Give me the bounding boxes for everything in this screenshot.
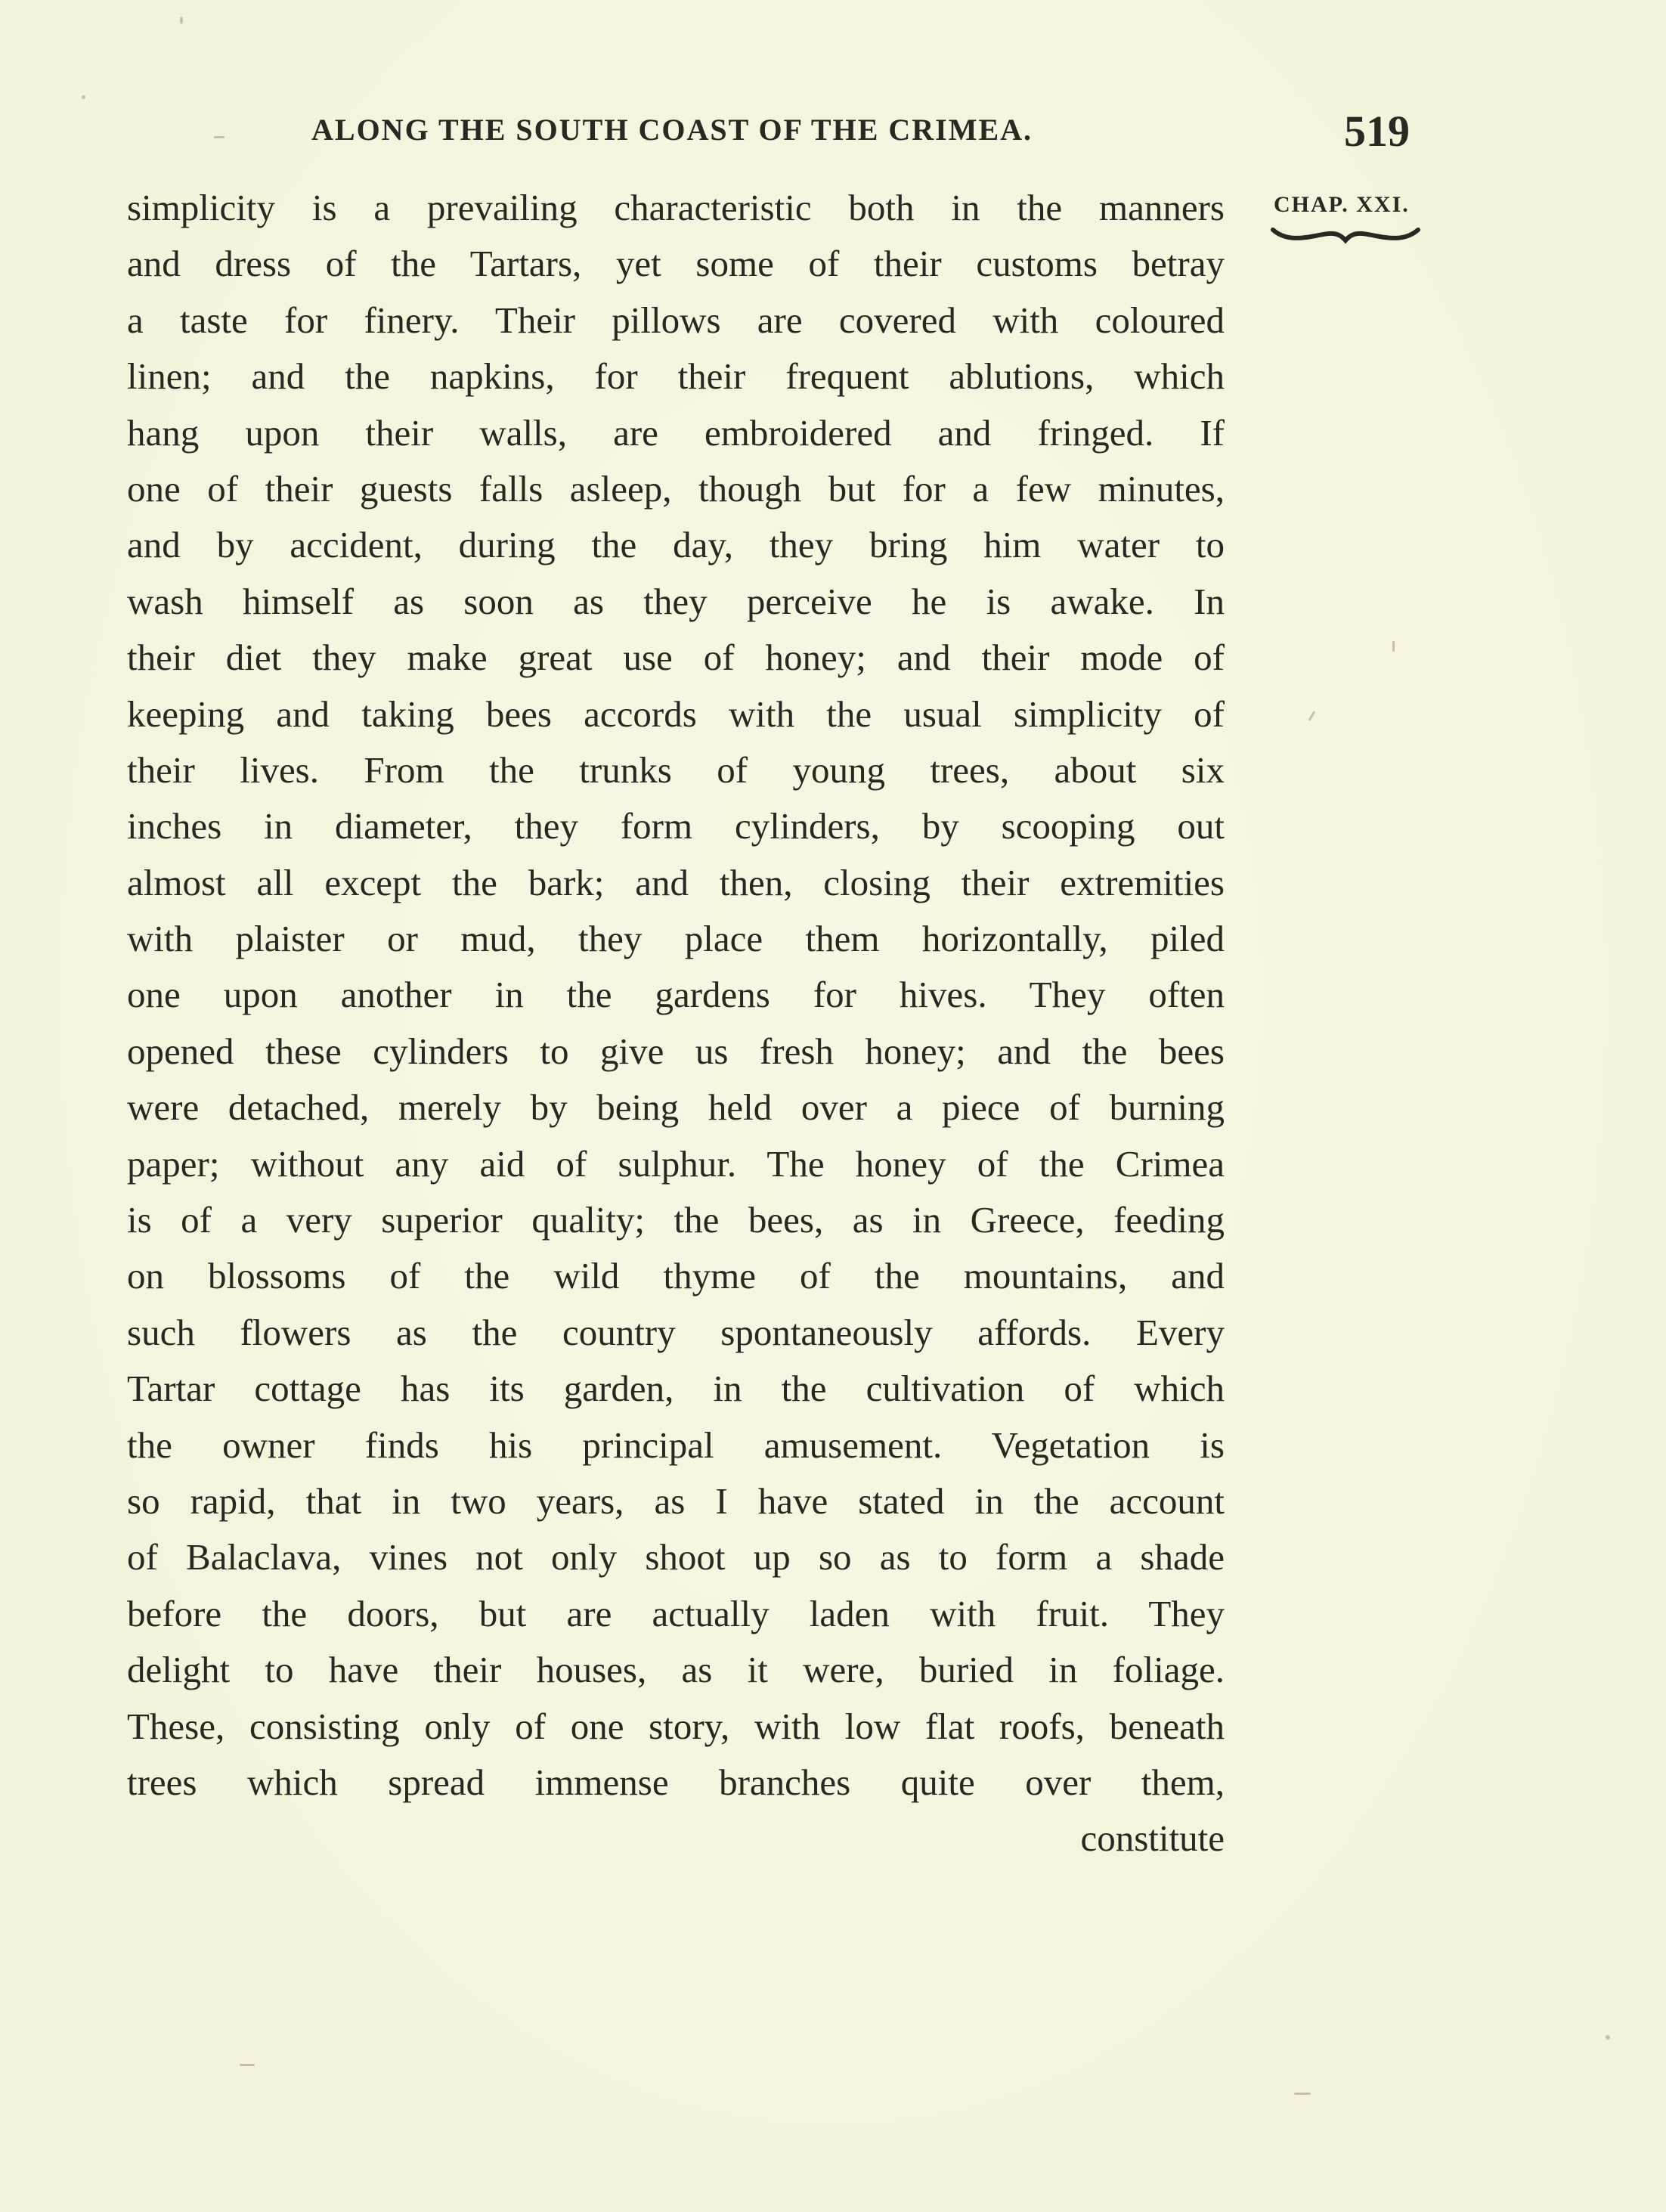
- running-head: ALONG THE SOUTH COAST OF THE CRIMEA.: [311, 113, 1033, 147]
- text-line: keeping and taking bees accords with the usual simplicity of: [127, 692, 1225, 735]
- paper-speck: [240, 2064, 255, 2066]
- paper-speck: [214, 136, 225, 138]
- text-line: with plaister or mud, they place them horizontally, piled: [127, 918, 1225, 960]
- text-line: almost all except the bark; and then, closing their extremities: [127, 861, 1225, 903]
- text-line: were detached, merely by being held over a piece of burning: [127, 1086, 1225, 1129]
- text-line: delight to have their houses, as it were, buried in foliage.: [127, 1649, 1225, 1691]
- body-text: [127, 180, 1225, 1867]
- text-line: wash himself as soon as they perceive he is awake. In: [127, 580, 1225, 622]
- chapter-label: CHAP. XXI.: [1274, 192, 1410, 217]
- text-line: their lives. From the trunks of young trees, about six: [127, 748, 1225, 791]
- paper-speck: [1294, 2093, 1311, 2095]
- text-line: and by accident, during the day, they bring him water to: [127, 524, 1225, 566]
- text-line: a taste for finery. Their pillows are covered with coloured: [127, 299, 1225, 341]
- text-line: hang upon their walls, are embroidered and fringed. If: [127, 411, 1225, 454]
- text-line: opened these cylinders to give us fresh honey; and the bees: [127, 1030, 1225, 1072]
- text-line: is of a very superior quality; the bees, as in Greece, feeding: [127, 1199, 1225, 1241]
- page-number: 519: [1344, 107, 1410, 156]
- text-line: on blossoms of the wild thyme of the mountains, and: [127, 1255, 1225, 1297]
- text-line: before the doors, but are actually laden with fruit. They: [127, 1592, 1225, 1634]
- text-line: one of their guests falls asleep, though but for a few minutes,: [127, 467, 1225, 510]
- catchword: constitute: [1080, 1817, 1225, 1860]
- text-line: such flowers as the country spontaneously affords. Every: [127, 1311, 1225, 1353]
- text-line: one upon another in the gardens for hives. They often: [127, 974, 1225, 1016]
- paper-speck: [1308, 711, 1316, 721]
- paper-speck: [1392, 641, 1395, 652]
- brace-ornament-icon: [1270, 224, 1421, 254]
- text-line: and dress of the Tartars, yet some of their customs betray: [127, 243, 1225, 285]
- paper-speck: [1606, 2035, 1610, 2040]
- text-line: so rapid, that in two years, as I have stated in the account: [127, 1479, 1225, 1522]
- text-line: of Balaclava, vines not only shoot up so as to form a shade: [127, 1536, 1225, 1578]
- text-line: their diet they make great use of honey; and their mode of: [127, 637, 1225, 679]
- text-line: paper; without any aid of sulphur. The honey of the Crimea: [127, 1142, 1225, 1185]
- text-line: the owner finds his principal amusement. Vegetation is: [127, 1424, 1225, 1466]
- paper-speck: [82, 95, 85, 99]
- text-line: simplicity is a prevailing characteristic both in the manners: [127, 187, 1225, 228]
- text-line: Tartar cottage has its garden, in the cultivation of which: [127, 1368, 1225, 1410]
- paper-speck: [180, 17, 183, 24]
- text-line: linen; and the napkins, for their frequent ablutions, which: [127, 355, 1225, 398]
- text-line: inches in diameter, they form cylinders, by scooping out: [127, 805, 1225, 847]
- text-line: These, consisting only of one story, with low flat roofs, beneath: [127, 1705, 1225, 1747]
- text-line: trees which spread immense branches quite over them,: [127, 1761, 1225, 1803]
